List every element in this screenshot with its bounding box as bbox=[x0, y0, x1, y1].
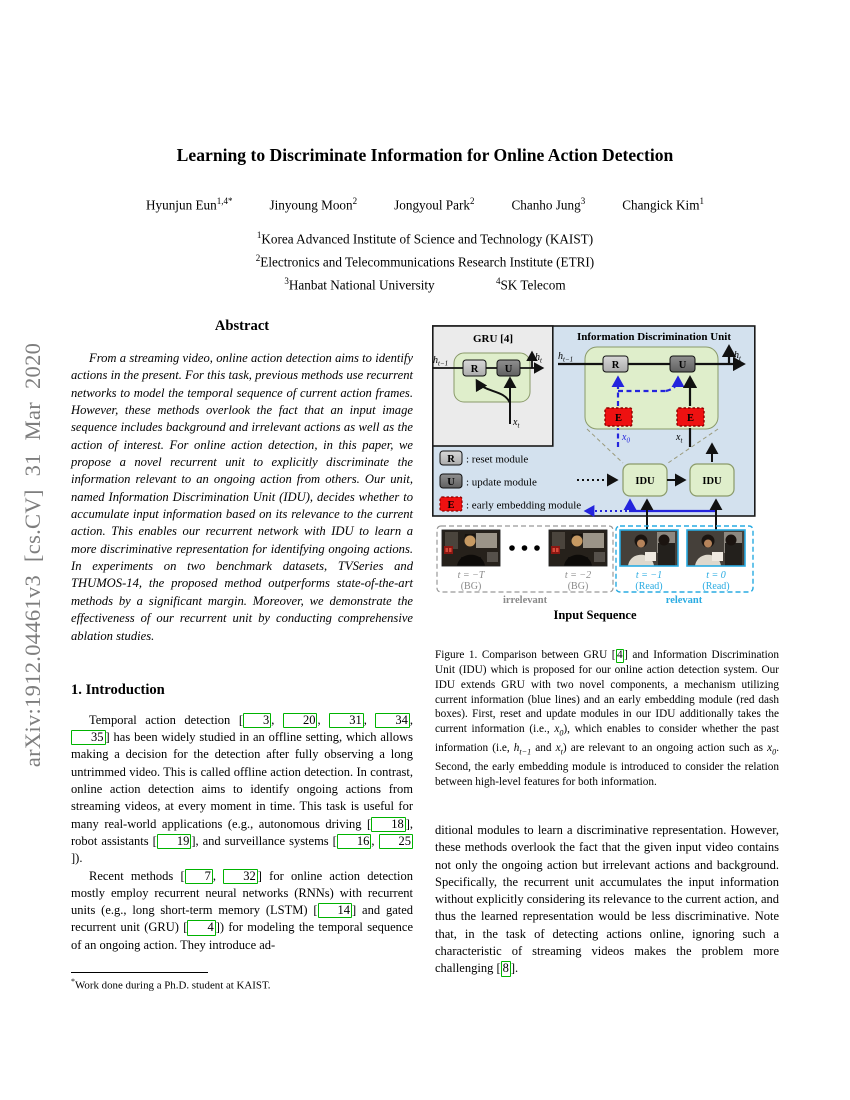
abstract-heading: Abstract bbox=[214, 318, 270, 334]
citation-link[interactable]: 4 bbox=[187, 920, 215, 935]
author-list bbox=[0, 196, 850, 213]
citation-link[interactable]: 32 bbox=[223, 869, 258, 884]
frame-4-time: t = 0 bbox=[706, 570, 726, 581]
legend-embed-label: : early embedding module bbox=[466, 499, 582, 512]
idu-x-0-label: $x_0$ bbox=[622, 432, 630, 445]
figure-1-diagram bbox=[432, 321, 758, 625]
citation-link[interactable]: 4 bbox=[617, 649, 623, 661]
citation-link[interactable]: 35 bbox=[71, 730, 106, 745]
svg-text:R: R bbox=[470, 364, 479, 375]
svg-text:R: R bbox=[447, 454, 455, 465]
svg-text:U: U bbox=[504, 364, 513, 375]
legend-reset-label: : reset module bbox=[466, 453, 529, 466]
idu-h-prev-label: $h_{t-1}$ bbox=[558, 351, 574, 364]
citation-link[interactable]: 18 bbox=[371, 817, 406, 832]
citation-link[interactable]: 20 bbox=[283, 713, 318, 728]
introduction-heading: 1. Introduction bbox=[71, 681, 165, 698]
right-paragraph: ditional modules to learn a discriminative representation. However, these methods overlook the fact that the given input video contains not only the ongoing action but irrelevant actions and background. Specifically, the recurrent unit accumulates the input information without explicitly considering its relevance to the current action, and thus the learned representation would be less discriminative. Note that, in the task of detecting actions online, ignoring such a characteristic of streaming videos makes the problem more challenging [ 8 ]. bbox=[435, 823, 779, 976]
irrelevant-label: irrelevant bbox=[502, 595, 548, 606]
legend-update-label: : update module bbox=[466, 476, 537, 489]
footnote-text: *Work done during a Ph.D. student at KAIST. bbox=[71, 977, 271, 992]
affiliation-3: $^3$Hanbat National University $^4$SK Telecom bbox=[284, 276, 566, 293]
frame-3-tag: (Read) bbox=[635, 581, 663, 592]
author-5: Changick Kim$^1$ bbox=[622, 196, 704, 213]
paper-title: Learning to Discriminate Information for Online Action Detection bbox=[176, 145, 674, 165]
svg-text:E: E bbox=[686, 413, 695, 424]
author-4: Chanho Jung$^3$ bbox=[511, 196, 586, 213]
relevant-label: relevant bbox=[665, 595, 703, 606]
citation-link[interactable]: 8 bbox=[502, 961, 509, 976]
svg-text:R: R bbox=[611, 360, 620, 371]
math-var: $x_t$ bbox=[555, 742, 563, 757]
math-var: $x_0$ bbox=[554, 723, 564, 738]
affiliation-1: $^1$Korea Advanced Institute of Science and Technology (KAIST) bbox=[256, 230, 594, 247]
footnote-rule bbox=[71, 972, 208, 973]
author-1: Hyunjun Eun$^{1,4*}$ bbox=[146, 196, 233, 213]
intro-paragraph-2: Recent methods [ 7 , 32 ] for online action detection mostly employ recurrent neural networks (RNNs) with recurrent units (e.g., long short-term memory (LSTM) [ 14 ] and gated recurrent unit (GRU) [ 4 ]) for modeling the temporal sequence of an ongoing action. They introduce ad- bbox=[71, 868, 414, 952]
idu-title: Information Discrimination Unit bbox=[577, 331, 731, 343]
frame-2-tag: (BG) bbox=[567, 581, 589, 592]
figure-1-caption: Figure 1. Comparison between GRU [ 4 ] and Information Discrimination Unit (IDU) which is proposed for our online action detection system. Our IDU extends GRU with two novel components, a mechanism utilizing current information (blue lines) and an early embedding module (red dash boxes). First, reset and update modules in our IDU additionally takes the current information (i.e., $x_0$), which enables to consider whether the past information (i.e, $h_{t-1}$ and $x_t$) are relevant to an ongoing action such as $x_0$. Second, the early embedding module is introduced to consider the relation between high-level features for both information. bbox=[435, 649, 779, 789]
gru-title: GRU [4] bbox=[472, 333, 514, 345]
math-var: $h_{t-1}$ bbox=[513, 742, 532, 757]
citation-link[interactable]: 25 bbox=[379, 834, 414, 849]
arxiv-sidebar-banner: arXiv:1912.04461v3 [cs.CV] 31 Mar 2020 bbox=[20, 342, 45, 768]
gru-x-t-label: $x_t$ bbox=[513, 417, 520, 430]
frame-1-time: t = −T bbox=[457, 570, 485, 581]
author-2: Jinyoung Moon$^2$ bbox=[269, 196, 358, 213]
affiliations bbox=[0, 226, 850, 296]
left-column bbox=[71, 318, 413, 954]
gru-h-t-label: $h_t$ bbox=[535, 352, 542, 365]
math-var: $x_0$ bbox=[767, 742, 777, 757]
frame-2-time: t = −2 bbox=[564, 570, 592, 581]
frame-1-tag: (BG) bbox=[460, 581, 482, 592]
svg-text:IDU: IDU bbox=[702, 476, 722, 487]
citation-link[interactable]: 19 bbox=[157, 834, 192, 849]
author-3: Jongyoul Park$^2$ bbox=[394, 196, 475, 213]
svg-text:E: E bbox=[614, 413, 623, 424]
citation-link[interactable]: 16 bbox=[337, 834, 372, 849]
citation-link[interactable]: 34 bbox=[375, 713, 410, 728]
svg-text:U: U bbox=[447, 477, 455, 488]
frame-4-tag: (Read) bbox=[702, 581, 730, 592]
idu-h-t-label: $h_t$ bbox=[734, 350, 741, 363]
svg-text:E: E bbox=[447, 500, 455, 511]
abstract-text: From a streaming video, online action detection aims to identify actions in the present. For this task, previous methods use recurrent networks to model the temporal sequence of current action frames. However, these methods overlook the fact that an input image sequence includes background and irrelevant actions as well as the action of interest. For online action detection, in this paper, we propose a novel recurrent unit to explicitly discriminate the information relevant to an ongoing action from others. Our unit, named Information Discrimination Unit (IDU), decides whether to accumulate input information based on its relevance to the current action. This enables our recurrent network with IDU to learn a more discriminative representation for identifying ongoing actions. In experiments on two benchmark datasets, TVSeries and THUMOS-14, the proposed method outperforms state-of-the-art methods by a significant margin. Moreover, we demonstrate the effectiveness of our recurrent unit by conducting comprehensive ablation studies. bbox=[71, 351, 413, 643]
intro-paragraph-1: Temporal action detection [ 3 , 20 , 31 , 34 , 35 ] has been widely studied in an offline setting, which allows making a decision for the detection after fully observing a long untrimmed video. This is called offline action detection. In contrast, online action detection aims to identify ongoing actions from streaming videos, at every moment in time. This task is useful for many real-world applications (e.g., autonomous driving [ 18 ], robot assistants [ 19 ], and surveillance systems [ 16 , 25]). bbox=[71, 712, 414, 866]
input-sequence bbox=[437, 526, 753, 622]
citation-link[interactable]: 14 bbox=[318, 903, 353, 918]
affiliation-2: $^2$Electronics and Telecommunications Research Institute (ETRI) bbox=[255, 253, 595, 270]
svg-text:U: U bbox=[678, 360, 687, 371]
footnote bbox=[71, 972, 413, 992]
gru-h-prev-label: $h_{t-1}$ bbox=[433, 355, 449, 368]
input-sequence-label: Input Sequence bbox=[553, 608, 637, 622]
gru-diagram bbox=[432, 326, 553, 446]
svg-text:IDU: IDU bbox=[635, 476, 655, 487]
frame-3-time: t = −1 bbox=[635, 570, 663, 581]
right-column bbox=[435, 822, 779, 978]
idu-x-t-label: $x_t$ bbox=[676, 432, 683, 445]
citation-link[interactable]: 7 bbox=[185, 869, 213, 884]
citation-link[interactable]: 3 bbox=[243, 713, 271, 728]
citation-link[interactable]: 31 bbox=[329, 713, 364, 728]
